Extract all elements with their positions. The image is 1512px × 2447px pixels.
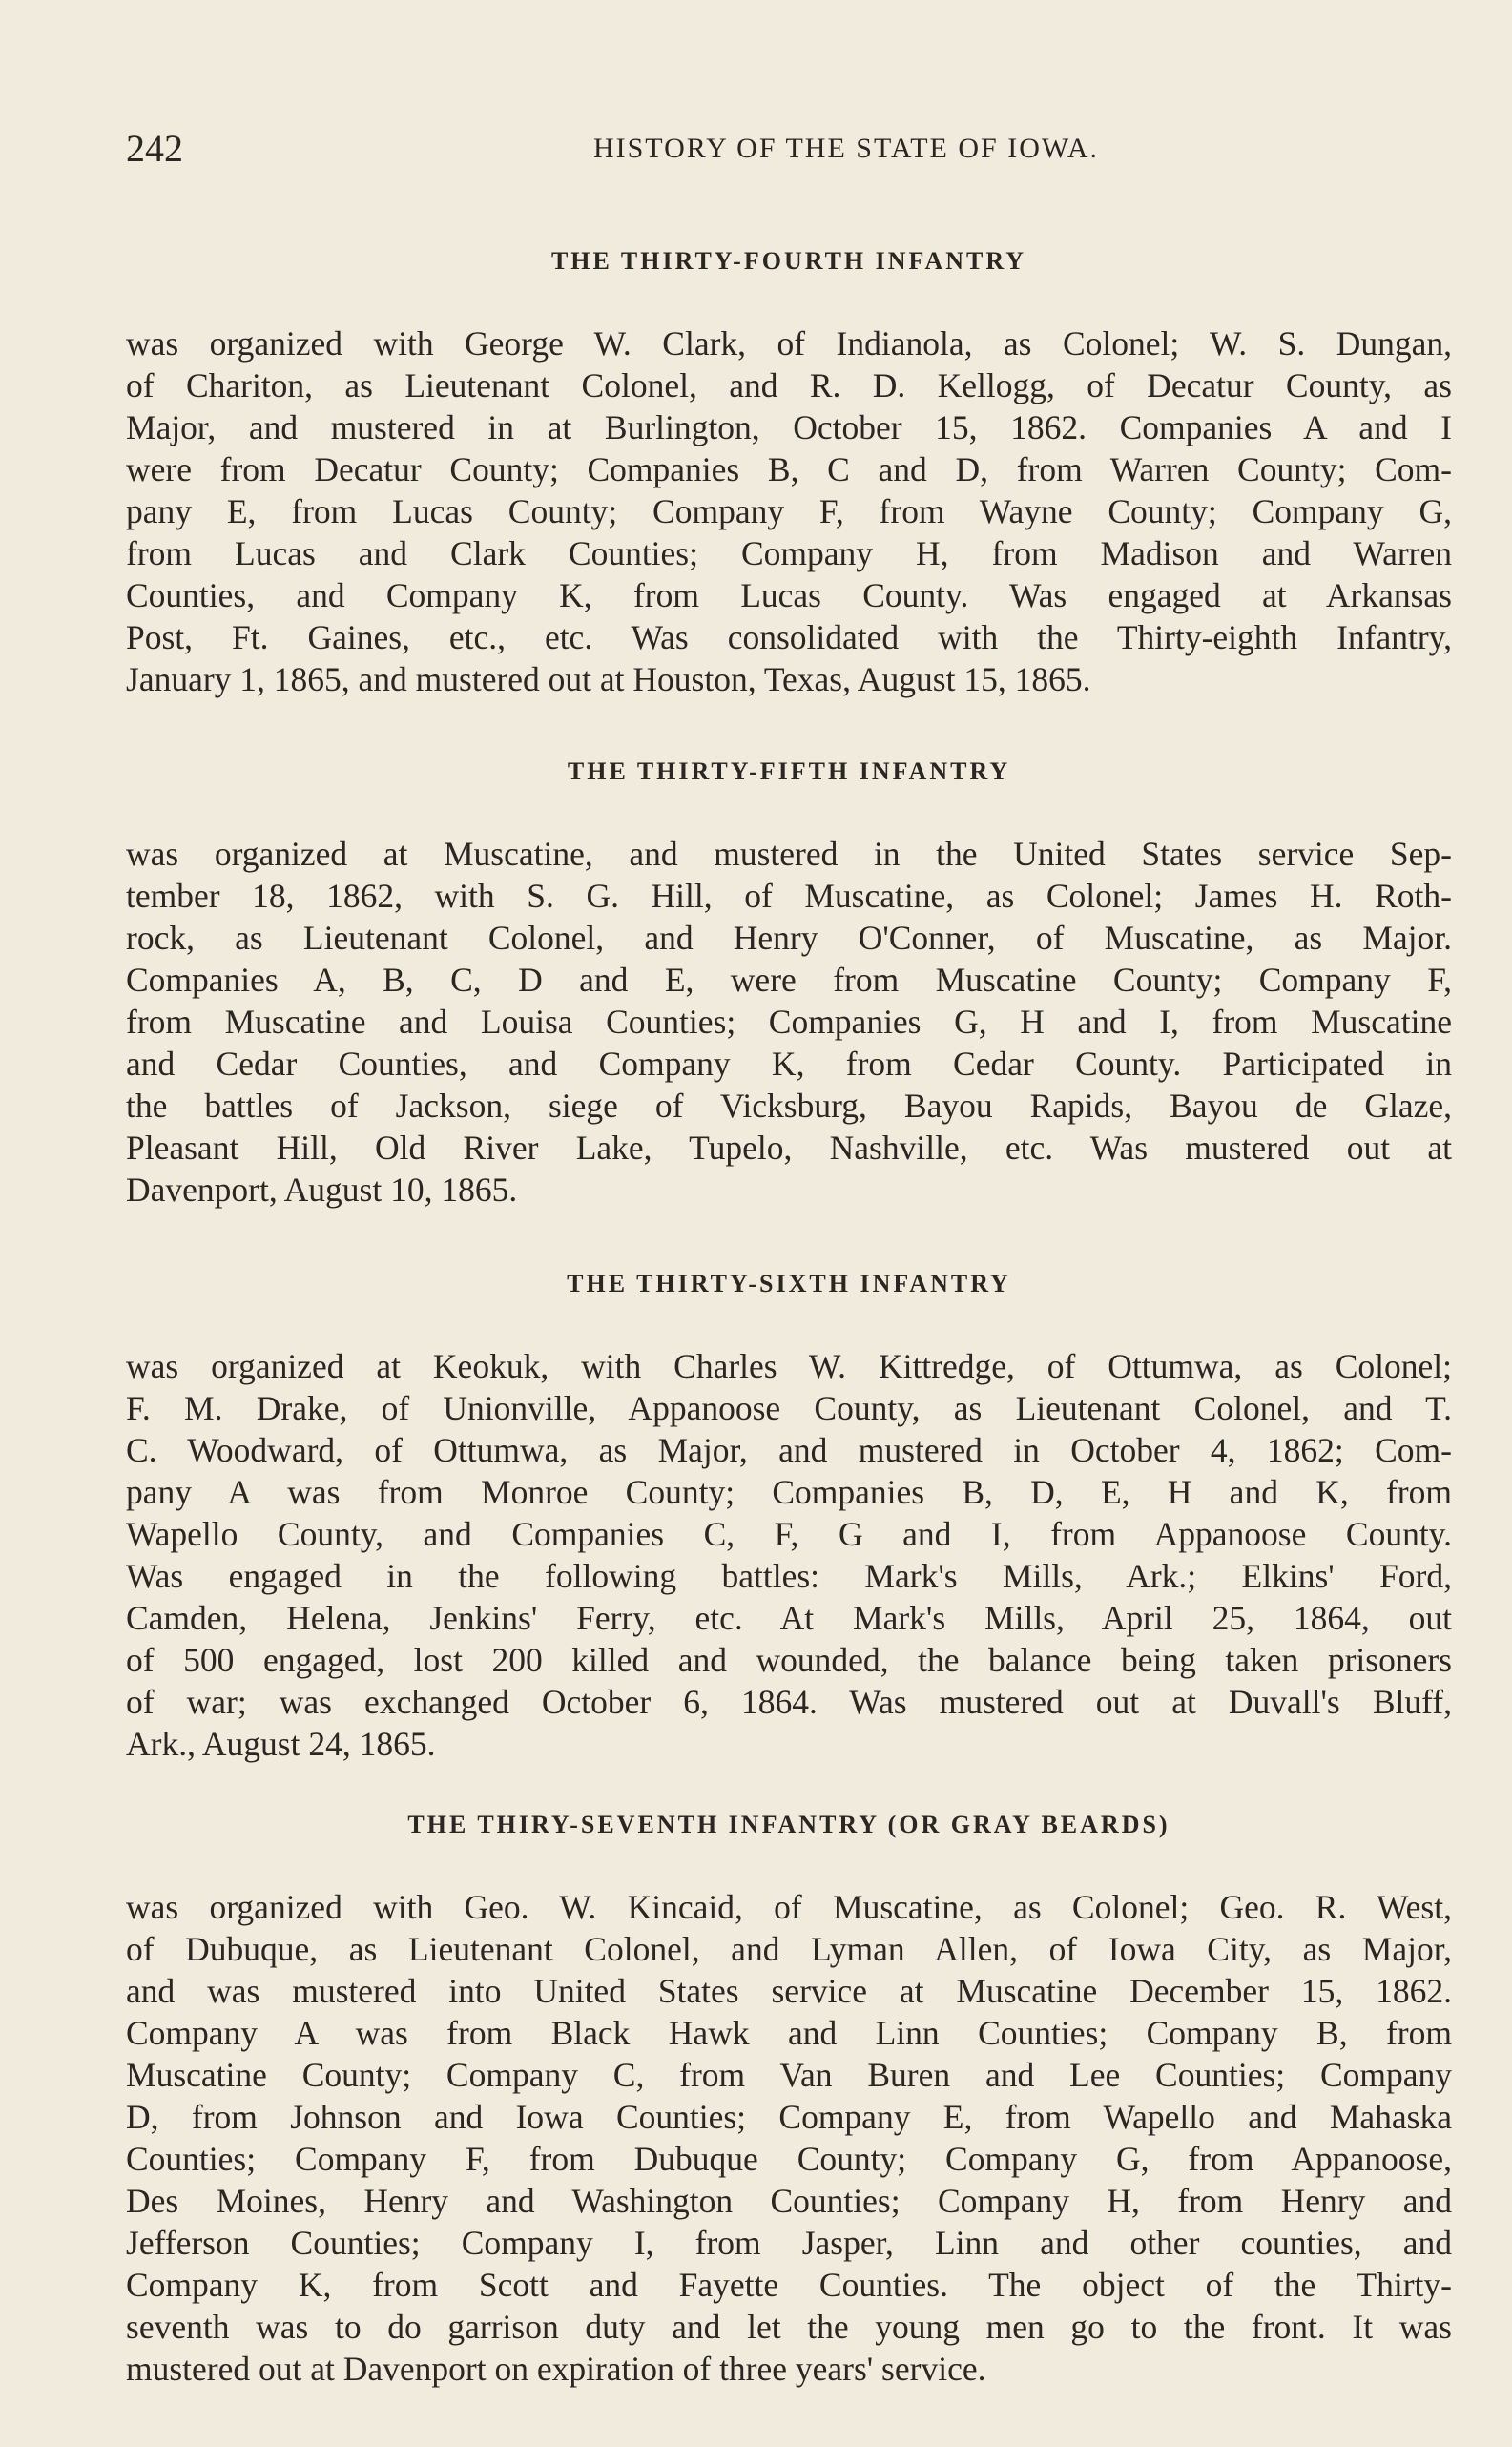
text-line: and was mustered into United States service at Muscatine December 15, 1862. bbox=[126, 1972, 1452, 2010]
text-line: Companies A, B, C, D and E, were from Muscatine County; Company F, bbox=[126, 961, 1452, 999]
text-line: Was engaged in the following battles: Mark's Mills, Ark.; Elkins' Ford, bbox=[126, 1557, 1452, 1595]
section-body bbox=[126, 1345, 1452, 1765]
text-line: from Muscatine and Louisa Counties; Companies G, H and I, from Muscatine bbox=[126, 1003, 1452, 1041]
text-line: was organized at Keokuk, with Charles W. Kittredge, of Ottumwa, as Colonel; bbox=[126, 1347, 1452, 1385]
section-body bbox=[126, 322, 1452, 700]
text-line: mustered out at Davenport on expiration of three years' service. bbox=[126, 2350, 986, 2388]
text-line: pany A was from Monroe County; Companies B, D, E, H and K, from bbox=[126, 1473, 1452, 1511]
text-line: Camden, Helena, Jenkins' Ferry, etc. At Mark's Mills, April 25, 1864, out bbox=[126, 1599, 1452, 1637]
text-line: was organized with George W. Clark, of Indianola, as Colonel; W. S. Dungan, bbox=[126, 324, 1452, 363]
text-line: Ark., August 24, 1865. bbox=[126, 1725, 436, 1763]
section-thirty-fourth-infantry bbox=[126, 240, 1452, 700]
text-line: Company K, from Scott and Fayette Counties. The object of the Thirty- bbox=[126, 2266, 1452, 2304]
text-line: Davenport, August 10, 1865. bbox=[126, 1171, 518, 1209]
section-heading: THE THIRY-SEVENTH INFANTRY (OR GRAY BEARDS) bbox=[407, 1811, 1170, 1838]
text-line: and Cedar Counties, and Company K, from Cedar County. Participated in bbox=[126, 1045, 1452, 1083]
section-thirty-seventh-infantry bbox=[126, 1804, 1452, 2390]
text-line: of war; was exchanged October 6, 1864. Was mustered out at Duvall's Bluff, bbox=[126, 1683, 1452, 1721]
text-line: rock, as Lieutenant Colonel, and Henry O'Conner, of Muscatine, as Major. bbox=[126, 919, 1452, 957]
text-line: Major, and mustered in at Burlington, October 15, 1862. Companies A and I bbox=[126, 408, 1452, 446]
section-heading: THE THIRTY-SIXTH INFANTRY bbox=[567, 1270, 1011, 1297]
text-line: Muscatine County; Company C, from Van Buren and Lee Counties; Company bbox=[126, 2056, 1452, 2094]
section-body bbox=[126, 1886, 1452, 2390]
text-line: of Dubuque, as Lieutenant Colonel, and Lyman Allen, of Iowa City, as Major, bbox=[126, 1930, 1452, 1968]
text-line: of Chariton, as Lieutenant Colonel, and R. D. Kellogg, of Decatur County, as bbox=[126, 366, 1452, 404]
section-thirty-fifth-infantry bbox=[126, 751, 1452, 1211]
text-line: Des Moines, Henry and Washington Counties; Company H, from Henry and bbox=[126, 2182, 1452, 2220]
text-line: C. Woodward, of Ottumwa, as Major, and mustered in October 4, 1862; Com- bbox=[126, 1431, 1452, 1469]
text-line: Counties, and Company K, from Lucas County. Was engaged at Arkansas bbox=[126, 576, 1452, 614]
text-line: were from Decatur County; Companies B, C and D, from Warren County; Com- bbox=[126, 450, 1452, 488]
text-line: Wapello County, and Companies C, F, G and I, from Appanoose County. bbox=[126, 1515, 1452, 1553]
text-line: Jefferson Counties; Company I, from Jasper, Linn and other counties, and bbox=[126, 2224, 1452, 2262]
text-line: the battles of Jackson, siege of Vicksburg, Bayou Rapids, Bayou de Glaze, bbox=[126, 1087, 1452, 1125]
text-line: January 1, 1865, and mustered out at Houston, Texas, August 15, 1865. bbox=[126, 660, 1091, 698]
text-line: of 500 engaged, lost 200 killed and wounded, the balance being taken prisoners bbox=[126, 1641, 1452, 1679]
section-body bbox=[126, 833, 1452, 1211]
section-heading: THE THIRTY-FOURTH INFANTRY bbox=[550, 247, 1027, 275]
text-line: D, from Johnson and Iowa Counties; Company E, from Wapello and Mahaska bbox=[126, 2098, 1452, 2136]
text-line: seventh was to do garrison duty and let the young men go to the front. It was bbox=[126, 2308, 1452, 2346]
running-title: HISTORY OF THE STATE OF IOWA. bbox=[592, 133, 1100, 164]
section-heading: THE THIRTY-FIFTH INFANTRY bbox=[567, 757, 1011, 785]
text-line: Pleasant Hill, Old River Lake, Tupelo, Nashville, etc. Was mustered out at bbox=[126, 1129, 1452, 1167]
text-line: pany E, from Lucas County; Company F, from Wayne County; Company G, bbox=[126, 492, 1452, 530]
text-line: F. M. Drake, of Unionville, Appanoose County, as Lieutenant Colonel, and T. bbox=[126, 1389, 1452, 1427]
text-line: Post, Ft. Gaines, etc., etc. Was consolidated with the Thirty-eighth Infantry, bbox=[126, 618, 1452, 656]
text-line: Company A was from Black Hawk and Linn Counties; Company B, from bbox=[126, 2014, 1452, 2052]
text-line: from Lucas and Clark Counties; Company H, from Madison and Warren bbox=[126, 534, 1452, 572]
page-number: 242 bbox=[126, 127, 183, 170]
text-line: was organized with Geo. W. Kincaid, of Muscatine, as Colonel; Geo. R. West, bbox=[126, 1888, 1452, 1926]
text-line: Counties; Company F, from Dubuque County; Company G, from Appanoose, bbox=[126, 2140, 1452, 2178]
text-line: was organized at Muscatine, and mustered in the United States service Sep- bbox=[126, 835, 1452, 873]
page-header bbox=[126, 122, 1452, 176]
section-thirty-sixth-infantry bbox=[126, 1263, 1452, 1765]
text-line: tember 18, 1862, with S. G. Hill, of Muscatine, as Colonel; James H. Roth- bbox=[126, 877, 1452, 915]
